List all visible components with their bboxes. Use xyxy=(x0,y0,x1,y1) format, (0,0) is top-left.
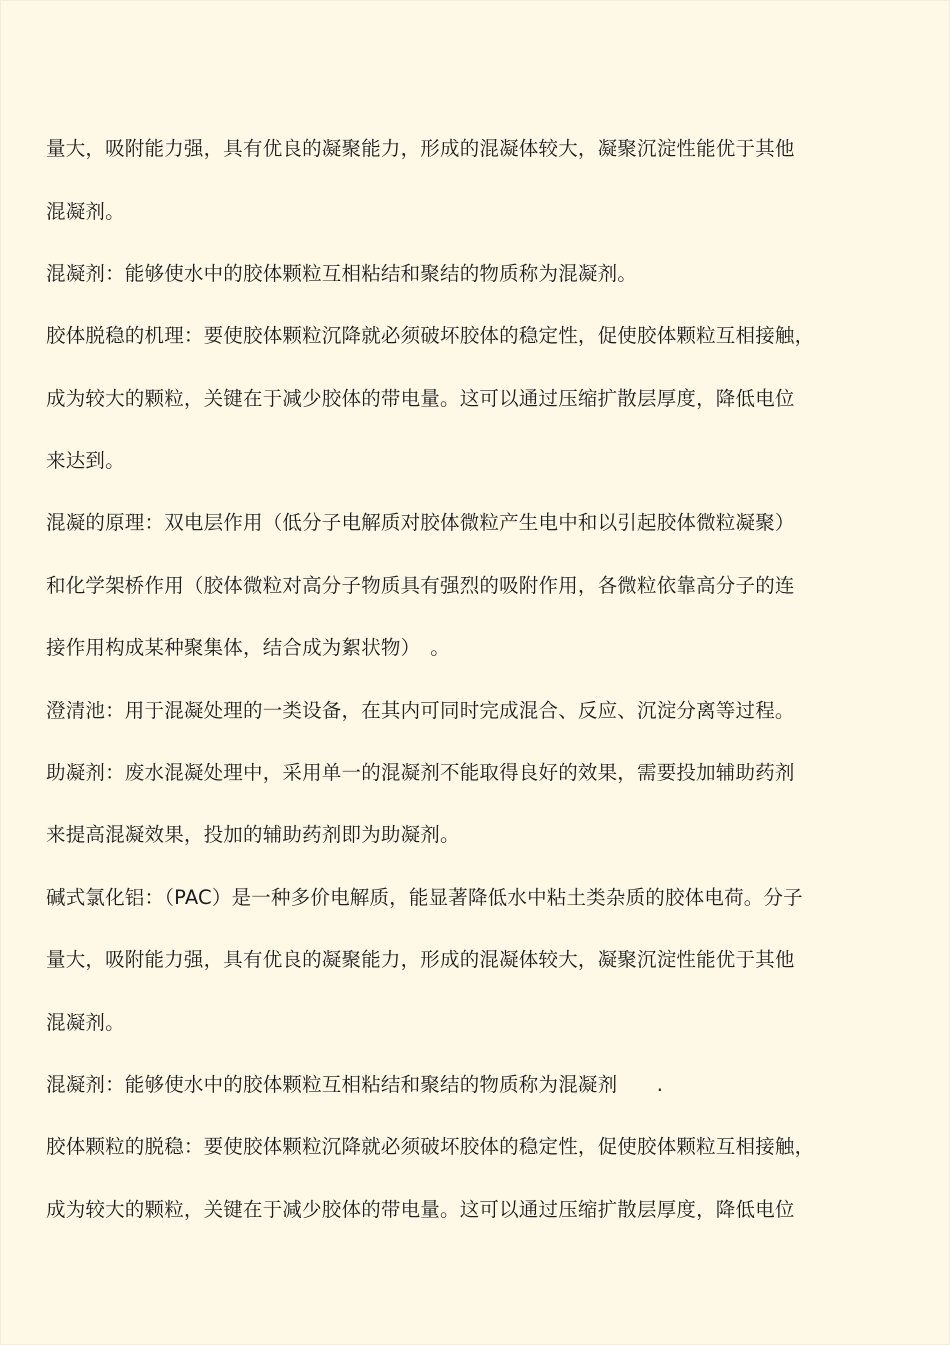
paragraph-line: 混凝的原理：双电层作用（低分子电解质对胶体微粒产生电中和以引起胶体微粒凝聚） xyxy=(46,511,795,534)
paragraph-line: 成为较大的颗粒，关键在于减少胶体的带电量。这可以通过压缩扩散层厚度，降低电位 xyxy=(46,387,795,410)
paragraph-line: 碱式氯化铝：（PAC）是一种多价电解质，能显著降低水中粘土类杂质的胶体电荷。分子 xyxy=(46,886,803,909)
paragraph-line: 量大，吸附能力强，具有优良的凝聚能力，形成的混凝体较大，凝聚沉淀性能优于其他 xyxy=(46,948,795,971)
paragraph-line: 混凝剂。 xyxy=(46,200,125,223)
paragraph-line: 混凝剂。 xyxy=(46,1011,125,1034)
paragraph-line: 来达到。 xyxy=(46,449,125,472)
paragraph-line: 成为较大的颗粒，关键在于减少胶体的带电量。这可以通过压缩扩散层厚度，降低电位 xyxy=(46,1198,795,1221)
paragraph-line: 胶体颗粒的脱稳：要使胶体颗粒沉降就必须破坏胶体的稳定性，促使胶体颗粒互相接触， xyxy=(46,1135,815,1158)
paragraph-line: 混凝剂：能够使水中的胶体颗粒互相粘结和聚结的物质称为混凝剂。 xyxy=(46,262,638,285)
paragraph-line: 胶体脱稳的机理：要使胶体颗粒沉降就必须破坏胶体的稳定性，促使胶体颗粒互相接触， xyxy=(46,324,815,347)
paragraph-line: 和化学架桥作用（胶体微粒对高分子物质具有强烈的吸附作用，各微粒依靠高分子的连 xyxy=(46,574,795,597)
paragraph-line: 助凝剂：废水混凝处理中，采用单一的混凝剂不能取得良好的效果，需要投加辅助药剂 xyxy=(46,761,795,784)
paragraph-line: 来提高混凝效果，投加的辅助药剂即为助凝剂。 xyxy=(46,823,460,846)
paragraph-line: 混凝剂：能够使水中的胶体颗粒互相粘结和聚结的物质称为混凝剂 . xyxy=(46,1073,664,1096)
paragraph-line: 量大，吸附能力强，具有优良的凝聚能力，形成的混凝体较大，凝聚沉淀性能优于其他 xyxy=(46,137,795,160)
paragraph-line: 接作用构成某种聚集体，结合成为絮状物） 。 xyxy=(46,636,450,659)
paragraph-line: 澄清池：用于混凝处理的一类设备，在其内可同时完成混合、反应、沉淀分离等过程。 xyxy=(46,699,795,722)
